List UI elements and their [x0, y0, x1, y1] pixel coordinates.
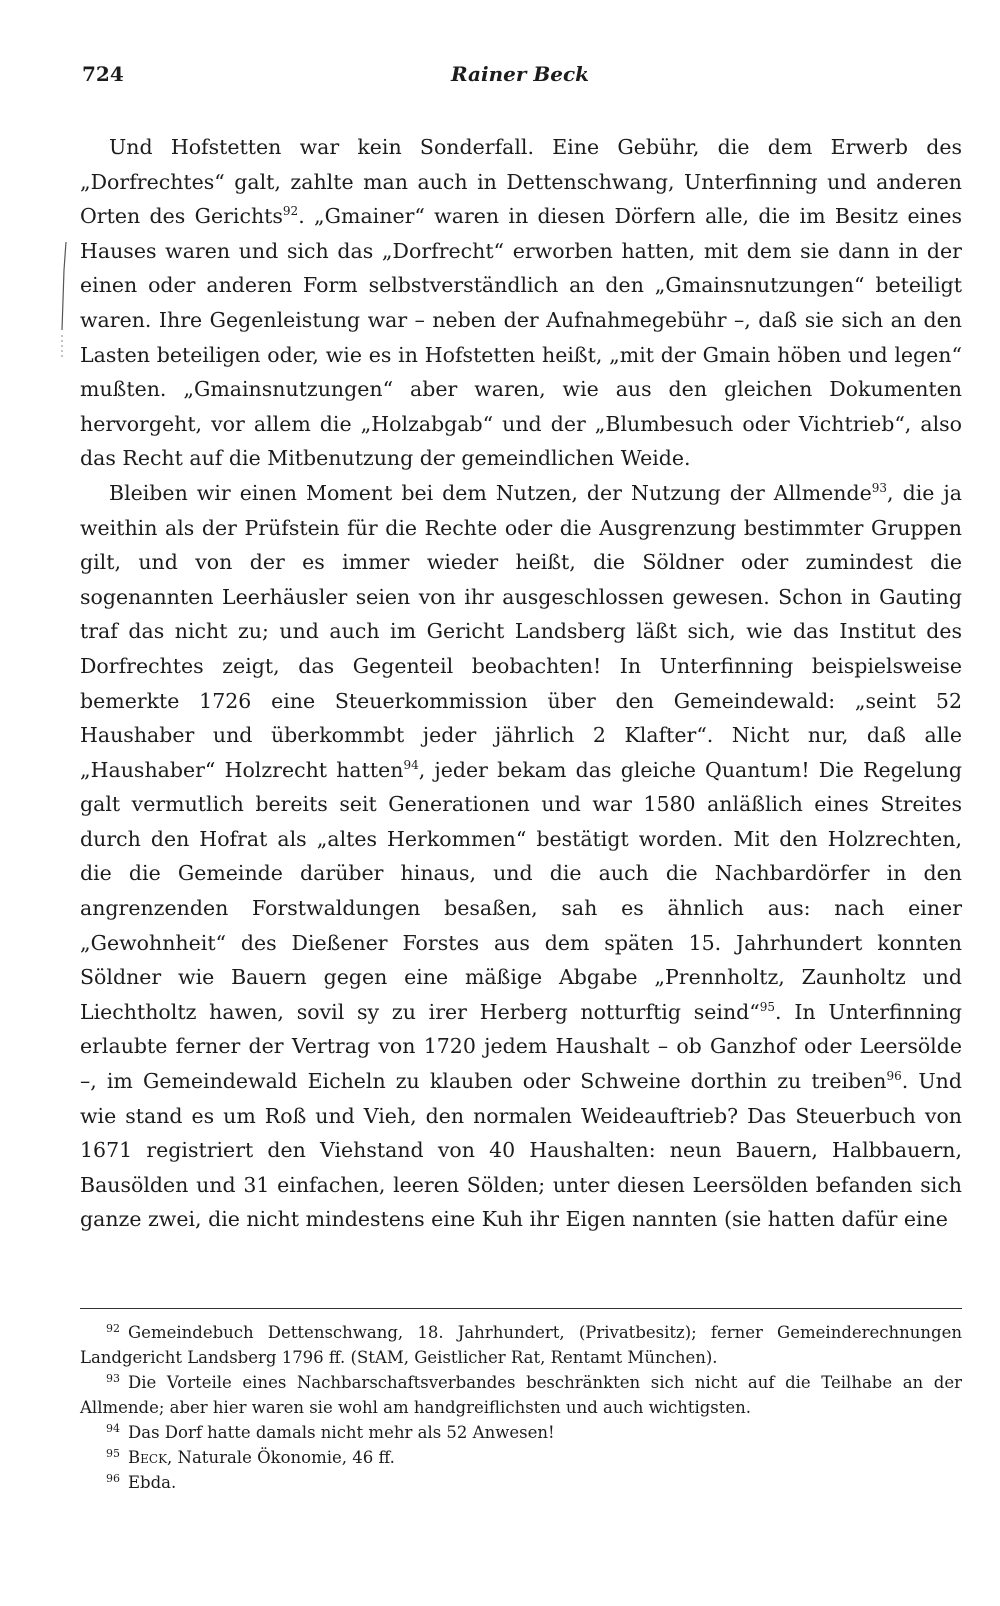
p2-text-2: , die ja weithin als der Prüfstein für die Rechte oder die Ausgrenzung bestimmter Gruppen gilt, und von der es immer wieder heißt, die Söldner oder zumindest die sogenannten Leerhäusler seien von ihr ausgeschlossen gewesen. Schon in Gauting traf das nicht zu; und auch im Gericht Landsberg läßt sich, wie das Institut des Dorfrechtes zeigt, das Gegenteil beobachten! In Unterfinning beispielsweise bemerkte 1726 eine Steuerkommission über den Gemeindewald: „seint 52 Haushaber und überkommbt jeder jährlich 2 Klafter“. Nicht nur, daß alle „Haushaber“ Holzrecht hatten — [80, 480, 962, 782]
p2-text-5: . Und wie stand es um Roß und Vieh, den normalen Weideauftrieb? Das Steuerbuch von 1671 registriert den Viehstand von 40 Haushalten: neun Bauern, Halbbauern, Bausölden und 31 einfachen, leeren Sölden; unter diesen Leersölden befanden sich ganze zwei, die nicht mindestens eine Kuh ihr Eigen nannten (sie hatten dafür eine — [80, 1069, 962, 1232]
footnote-number: 92 — [106, 1321, 120, 1335]
footnote-number: 93 — [106, 1371, 120, 1385]
footnote-text: Ebda. — [128, 1473, 177, 1492]
footnote-text: , Naturale Ökonomie, 46 ff. — [167, 1448, 395, 1467]
footnote-number: 95 — [106, 1446, 120, 1460]
footnote-text: Die Vorteile eines Nachbarschaftsverbandes beschränkten sich nicht auf die Teilhabe an der Allmende; aber hier waren sie wohl am handgreiflichsten und auch wichtigsten. — [80, 1373, 962, 1417]
footnote-number: 94 — [106, 1421, 120, 1435]
footnote-divider — [80, 1308, 962, 1309]
footnote-93 — [80, 1370, 962, 1420]
footnote-text: Das Dorf hatte damals nicht mehr als 52 Anwesen! — [128, 1423, 555, 1442]
running-title: Rainer Beck — [450, 62, 590, 86]
footnote-ref-96[interactable]: 96 — [886, 1069, 902, 1084]
p2-text-4: . In Unterfinning erlaubte ferner der Vertrag von 1720 jedem Haushalt – ob Ganzhof oder Leersölde –, im Gemeindewald Eicheln zu klauben oder Schweine dorthin zu treiben — [80, 999, 962, 1094]
footnote-author: Beck — [128, 1448, 168, 1467]
paragraph-1 — [80, 130, 962, 476]
footnote-92 — [80, 1320, 962, 1370]
footnote-ref-93[interactable]: 93 — [871, 481, 888, 496]
footnote-96 — [80, 1470, 962, 1495]
footnote-94 — [80, 1420, 962, 1445]
body-text — [80, 130, 962, 1237]
footnote-number: 96 — [106, 1471, 120, 1485]
paragraph-2 — [80, 476, 962, 1237]
footnote-ref-95[interactable]: 95 — [759, 1000, 776, 1015]
page-header — [80, 62, 960, 94]
p1-text-1: Und Hofstetten war kein Sonderfall. Eine Gebühr, die dem Erwerb des „Dorfrechtes“ galt, zahlte man auch in Dettenschwang, Unterfinning und anderen Orten des Gerichts — [80, 135, 962, 229]
footnote-text: Gemeindebuch Dettenschwang, 18. Jahrhundert, (Privatbesitz); ferner Gemeinderechnungen Landgericht Landsberg 1796 ff. (StAM, Geistlicher Rat, Rentamt München). — [80, 1323, 962, 1367]
page-number: 724 — [82, 62, 124, 86]
p1-text-2: . „Gmainer“ waren in diesen Dörfern alle, die im Besitz eines Hauses waren und sich das „Dorfrecht“ erworben hatten, mit dem sie dann in der einen oder anderen Form selbstverständlich an den „Gmainsnutzungen“ beteiligt waren. Ihre Gegenleistung war – neben der Aufnahmegebühr –, daß sie sich an den Lasten beteiligen oder, wie es in Hofstetten heißt, „mit der Gmain höben und legen“ mußten. „Gmainsnutzungen“ aber waren, wie aus den gleichen Dokumenten hervorgeht, vor allem die „Holzabgab“ und der „Blumbesuch oder Vichtrieb“, also das Recht auf die Mitbenutzung der gemeindlichen Weide. — [80, 204, 963, 471]
footnote-ref-94[interactable]: 94 — [403, 757, 419, 772]
footnote-95 — [80, 1445, 962, 1470]
p2-text-3: , jeder bekam das gleiche Quantum! Die Regelung galt vermutlich bereits seit Generationen und war 1580 anläßlich eines Streites durch den Hofrat als „altes Herkommen“ bestätigt worden. Mit den Holzrechten, die die Gemeinde darüber hinaus, und die auch die Nachbardörfer in den angrenzenden Forstwaldungen besaßen, sah es ähnlich aus: nach einer „Gewohnheit“ des Dießener Forstes aus dem späten 15. Jahrhundert konnten Söldner wie Bauern gegen eine mäßige Abgabe „Prennholtz, Zaunholtz und Liechtholtz hawen, sovil sy zu irer Herberg notturftig seind“ — [80, 757, 962, 1024]
p2-text-1: Bleiben wir einen Moment bei dem Nutzen, der Nutzung der Allmende — [109, 480, 872, 505]
margin-pencil-mark — [60, 240, 68, 360]
footnote-ref-92[interactable]: 92 — [282, 204, 299, 219]
footnotes — [80, 1320, 962, 1495]
